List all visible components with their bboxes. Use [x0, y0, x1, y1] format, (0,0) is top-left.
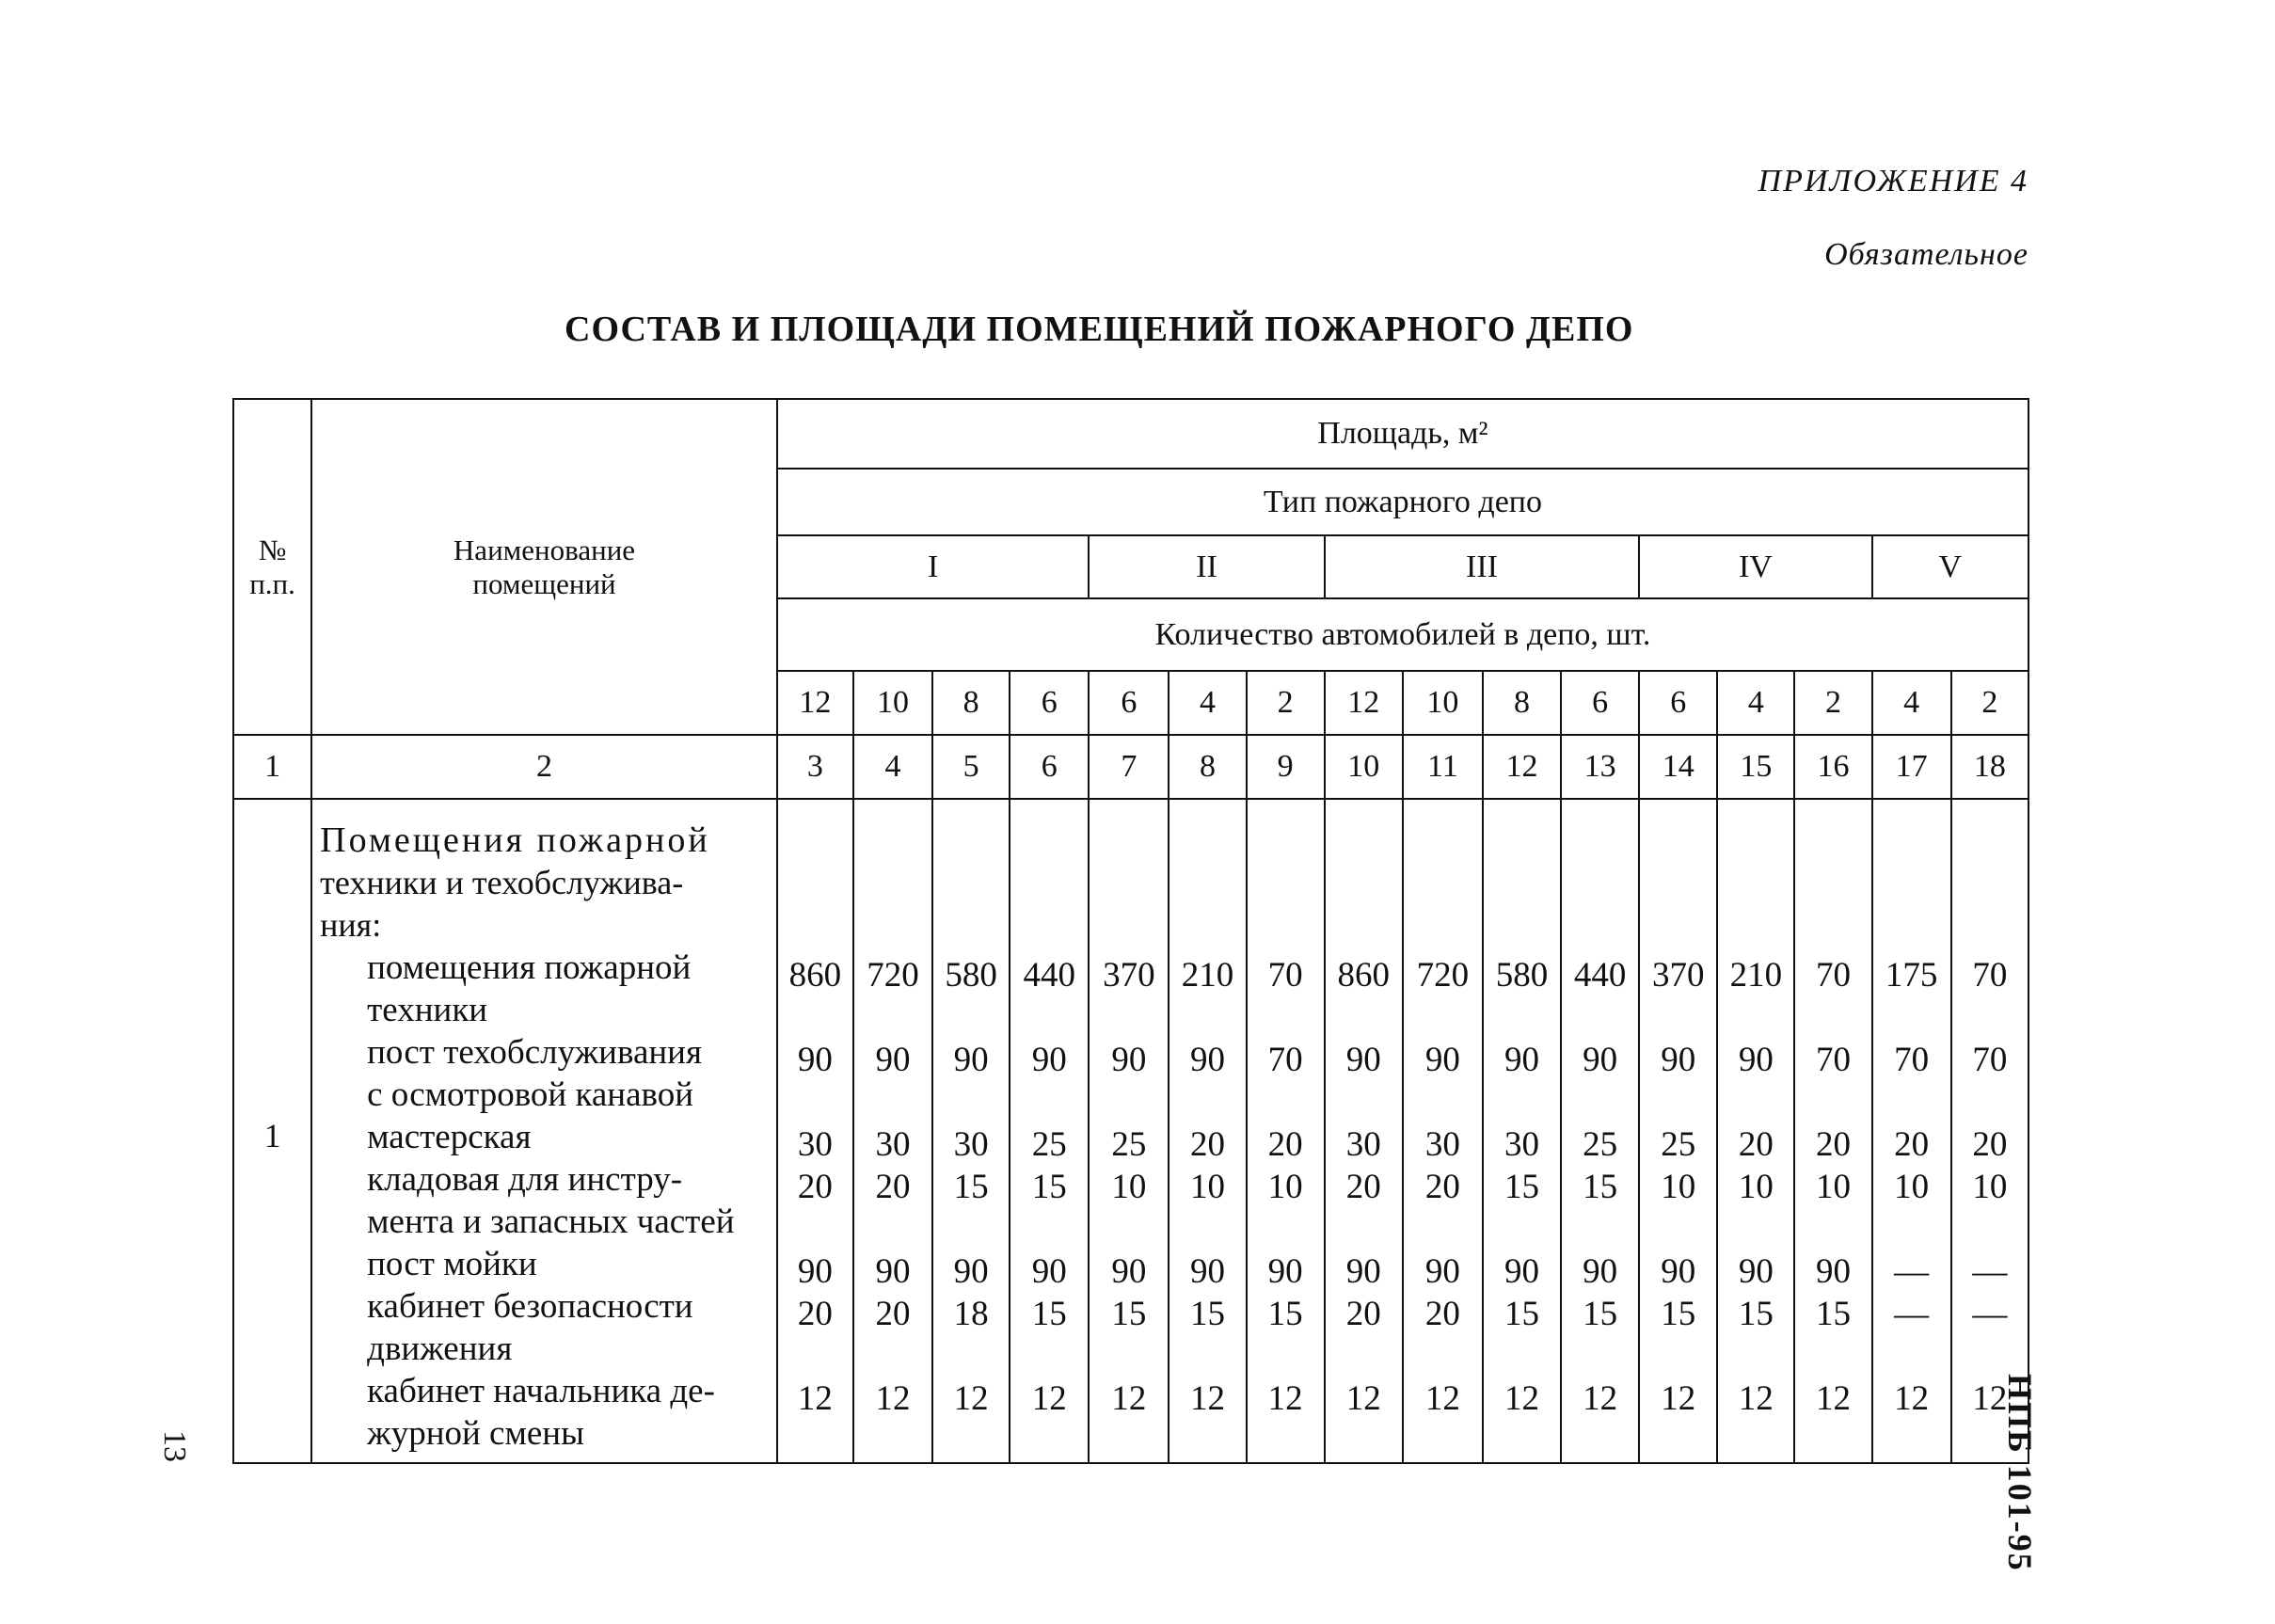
column-number-cell: 8	[1169, 735, 1246, 799]
area-value: 90	[1190, 1252, 1226, 1291]
depot-type-4: IV	[1639, 535, 1871, 598]
row-spacer	[1484, 1335, 1560, 1377]
value-column	[1794, 799, 1871, 1463]
row-spacer	[1484, 1420, 1560, 1462]
row-spacer	[1640, 996, 1716, 1039]
area-value: 20	[1816, 1125, 1852, 1164]
area-value: 15	[1583, 1295, 1618, 1333]
row-spacer	[778, 1081, 852, 1123]
area-value: 12	[1816, 1379, 1852, 1418]
area-value: 90	[1583, 1041, 1618, 1079]
area-value: 12	[1583, 1379, 1618, 1418]
area-value: 12	[797, 1379, 833, 1418]
row-spacer	[1404, 1335, 1482, 1377]
column-number-cell: 10	[1325, 735, 1403, 799]
row-spacer	[778, 1335, 852, 1377]
value-column	[1561, 799, 1639, 1463]
row-spacer	[1169, 1208, 1245, 1250]
value-column	[1403, 799, 1483, 1463]
area-value: 90	[797, 1041, 833, 1079]
row-spacer	[1952, 1081, 2028, 1123]
depot-type-header: Тип пожарного депо	[777, 469, 2028, 535]
area-value: 90	[1504, 1041, 1540, 1079]
area-value: 20	[1267, 1125, 1303, 1164]
vehicle-count-cell: 6	[1639, 671, 1717, 735]
row-spacer	[854, 1208, 931, 1250]
area-value: 15	[953, 1168, 989, 1206]
area-value: 15	[1031, 1168, 1067, 1206]
area-value: 90	[1816, 1252, 1852, 1291]
row-spacer	[1718, 1420, 1793, 1462]
column-number-cell: 1	[233, 735, 311, 799]
row-spacer	[1873, 1081, 1950, 1123]
area-value: 90	[1267, 1252, 1303, 1291]
row-spacer	[1952, 996, 2028, 1039]
area-value: 10	[1972, 1168, 2008, 1206]
area-value: 12	[1972, 1379, 2008, 1418]
area-value: 90	[1504, 1252, 1540, 1291]
area-value: 30	[1345, 1125, 1381, 1164]
area-value: 15	[1267, 1295, 1303, 1333]
row-spacer	[778, 1420, 852, 1462]
row-spacer	[1090, 1208, 1168, 1250]
section-number: 1	[233, 799, 311, 1463]
vehicle-count-cell: 4	[1872, 671, 1951, 735]
row-spacer	[1952, 1208, 2028, 1250]
area-value: 70	[1894, 1041, 1930, 1079]
vehicle-count-cell: 2	[1951, 671, 2028, 735]
category-title-line: ния:	[320, 905, 382, 944]
page-title: СОСТАВ И ПЛОЩАДИ ПОМЕЩЕНИЙ ПОЖАРНОГО ДЕПО	[565, 310, 1634, 349]
column-number-cell: 14	[1639, 735, 1717, 799]
row-spacer	[933, 996, 1009, 1039]
area-value: 90	[1738, 1252, 1774, 1291]
row-spacer	[1484, 996, 1560, 1039]
area-value: 90	[953, 1041, 989, 1079]
row-spacer	[1010, 1420, 1088, 1462]
row-spacer	[1248, 1335, 1324, 1377]
vehicle-count-cell: 10	[853, 671, 932, 735]
row-spacer	[1090, 1081, 1168, 1123]
area-value: —	[1894, 1295, 1930, 1333]
area-value: 90	[1111, 1041, 1147, 1079]
row-spacer	[1795, 1335, 1870, 1377]
area-value: 370	[1652, 956, 1705, 995]
area-value: 15	[1111, 1295, 1147, 1333]
column-number-cell: 4	[853, 735, 932, 799]
area-value: 20	[1894, 1125, 1930, 1164]
row-spacer	[854, 996, 931, 1039]
area-value: 15	[1504, 1168, 1540, 1206]
column-number-cell: 9	[1247, 735, 1325, 799]
area-value: 70	[1816, 956, 1852, 995]
value-column	[932, 799, 1010, 1463]
area-value: 30	[1424, 1125, 1460, 1164]
area-value: 20	[1972, 1125, 2008, 1164]
room-name: помещения пожарной	[367, 947, 692, 987]
row-spacer	[1169, 1420, 1245, 1462]
area-value: 175	[1885, 956, 1938, 995]
area-value: 25	[1031, 1125, 1067, 1164]
row-spacer	[1404, 1420, 1482, 1462]
area-value: 70	[1972, 1041, 2008, 1079]
area-value: 12	[1661, 1379, 1696, 1418]
area-value: 720	[867, 956, 919, 995]
room-name: кабинет безопасности	[367, 1286, 693, 1326]
area-value: 10	[1267, 1168, 1303, 1206]
area-value: 15	[1738, 1295, 1774, 1333]
column-number-cell: 16	[1794, 735, 1871, 799]
area-value: 720	[1416, 956, 1470, 995]
vehicle-count-cell: 4	[1717, 671, 1794, 735]
area-value: 20	[875, 1295, 911, 1333]
depot-type-3: III	[1325, 535, 1640, 598]
area-value: 20	[797, 1168, 833, 1206]
value-column	[1010, 799, 1089, 1463]
area-value: 30	[875, 1125, 911, 1164]
rooms-area-table	[232, 398, 2029, 1464]
category-title-line: техники и техобслужива-	[320, 863, 684, 901]
row-spacer	[1873, 1335, 1950, 1377]
row-spacer	[1326, 1335, 1402, 1377]
area-value: 30	[953, 1125, 989, 1164]
area-value: 12	[1111, 1379, 1147, 1418]
area-value: 90	[1424, 1041, 1460, 1079]
value-column	[1717, 799, 1794, 1463]
area-value: —	[1972, 1252, 2008, 1291]
depot-type-1: I	[777, 535, 1089, 598]
area-value: 440	[1023, 956, 1076, 995]
row-spacer	[1873, 996, 1950, 1039]
area-value: 210	[1181, 956, 1234, 995]
row-spacer	[1090, 1335, 1168, 1377]
row-spacer	[1248, 1208, 1324, 1250]
area-value: 12	[1345, 1379, 1381, 1418]
area-value: 860	[788, 956, 842, 995]
area-value: 70	[1816, 1041, 1852, 1079]
area-value: 580	[1495, 956, 1549, 995]
area-value: 370	[1103, 956, 1155, 995]
area-value: 12	[875, 1379, 911, 1418]
area-value: 90	[1345, 1252, 1381, 1291]
value-column	[1169, 799, 1246, 1463]
depot-type-2: II	[1089, 535, 1324, 598]
area-header: Площадь, м²	[777, 399, 2028, 469]
row-spacer	[1873, 1208, 1950, 1250]
row-spacer	[1640, 1420, 1716, 1462]
area-value: 15	[1661, 1295, 1696, 1333]
room-name: мастерская	[367, 1117, 532, 1156]
row-spacer	[1718, 1208, 1793, 1250]
area-value: 15	[1816, 1295, 1852, 1333]
area-value: 20	[1345, 1295, 1381, 1333]
area-value: 10	[1190, 1168, 1226, 1206]
area-value: 90	[875, 1252, 911, 1291]
row-spacer	[1718, 1081, 1793, 1123]
row-spacer	[1640, 1081, 1716, 1123]
column-number-cell: 18	[1951, 735, 2028, 799]
area-value: 90	[1190, 1041, 1226, 1079]
row-spacer	[778, 996, 852, 1039]
area-value: 18	[953, 1295, 989, 1333]
row-spacer	[1090, 1420, 1168, 1462]
area-value: 20	[875, 1168, 911, 1206]
row-spacer	[1326, 996, 1402, 1039]
area-value: 10	[1661, 1168, 1696, 1206]
area-value: 25	[1111, 1125, 1147, 1164]
row-spacer	[1952, 1335, 2028, 1377]
room-name-continued: мента и запасных частей	[367, 1202, 735, 1241]
row-spacer	[1795, 1081, 1870, 1123]
area-value: 15	[1190, 1295, 1226, 1333]
row-spacer	[1484, 1081, 1560, 1123]
row-spacer	[933, 1081, 1009, 1123]
row-spacer	[1795, 996, 1870, 1039]
row-spacer	[1090, 996, 1168, 1039]
col-header-number: № п.п.	[233, 399, 311, 735]
value-column	[853, 799, 932, 1463]
row-spacer	[778, 1208, 852, 1250]
vehicle-count-cell: 8	[1483, 671, 1561, 735]
value-column	[777, 799, 853, 1463]
vehicle-count-cell: 10	[1403, 671, 1483, 735]
area-value: 12	[1424, 1379, 1460, 1418]
row-spacer	[1873, 1420, 1950, 1462]
vehicle-count-cell: 2	[1794, 671, 1871, 735]
value-column	[1639, 799, 1717, 1463]
area-value: 15	[1031, 1295, 1067, 1333]
column-number-cell: 3	[777, 735, 853, 799]
area-value: 90	[1738, 1041, 1774, 1079]
column-number-cell: 12	[1483, 735, 1561, 799]
area-value: 90	[1345, 1041, 1381, 1079]
area-value: 70	[1267, 1041, 1303, 1079]
value-column	[1247, 799, 1325, 1463]
area-value: 30	[797, 1125, 833, 1164]
vehicle-count-cell: 6	[1089, 671, 1169, 735]
column-number-cell: 5	[932, 735, 1010, 799]
area-value: 25	[1583, 1125, 1618, 1164]
row-spacer	[1010, 1208, 1088, 1250]
room-names-cell	[311, 799, 777, 1463]
row-spacer	[1326, 1420, 1402, 1462]
area-value: 70	[1267, 956, 1303, 995]
area-value: 70	[1972, 956, 2008, 995]
area-value: 10	[1894, 1168, 1930, 1206]
appendix-label: ПРИЛОЖЕНИЕ 4	[1758, 164, 2028, 199]
area-value: 20	[1424, 1168, 1460, 1206]
row-spacer	[1484, 1208, 1560, 1250]
row-spacer	[1562, 1335, 1638, 1377]
area-value: 90	[875, 1041, 911, 1079]
row-spacer	[1562, 1208, 1638, 1250]
value-column	[1483, 799, 1561, 1463]
row-spacer	[1562, 1420, 1638, 1462]
area-value: 20	[1345, 1168, 1381, 1206]
room-name-continued: журной смены	[367, 1413, 584, 1453]
room-name: кабинет начальника де-	[367, 1371, 715, 1410]
row-spacer	[854, 1335, 931, 1377]
row-spacer	[854, 1081, 931, 1123]
row-spacer	[933, 1335, 1009, 1377]
area-value: 20	[1738, 1125, 1774, 1164]
row-spacer	[1718, 1335, 1793, 1377]
category-title-line: Помещения пожарной	[320, 820, 710, 860]
area-value: 90	[1661, 1041, 1696, 1079]
row-spacer	[1718, 996, 1793, 1039]
room-name-continued: движения	[367, 1329, 513, 1368]
row-spacer	[933, 1208, 1009, 1250]
column-number-cell: 13	[1561, 735, 1639, 799]
area-value: —	[1894, 1252, 1930, 1291]
row-spacer	[1795, 1208, 1870, 1250]
row-spacer	[1169, 1081, 1245, 1123]
row-spacer	[1169, 1335, 1245, 1377]
column-number-cell: 7	[1089, 735, 1169, 799]
value-column	[1089, 799, 1169, 1463]
area-value: —	[1972, 1295, 2008, 1333]
row-spacer	[1640, 1335, 1716, 1377]
vehicle-count-cell: 6	[1561, 671, 1639, 735]
value-column	[1325, 799, 1403, 1463]
area-value: 10	[1816, 1168, 1852, 1206]
row-spacer	[1010, 1081, 1088, 1123]
document-code: НПБ 101-95	[2001, 1374, 2039, 1572]
area-value: 30	[1504, 1125, 1540, 1164]
area-value: 90	[1111, 1252, 1147, 1291]
area-value: 90	[1661, 1252, 1696, 1291]
area-value: 90	[1583, 1252, 1618, 1291]
vehicle-count-cell: 4	[1169, 671, 1246, 735]
area-value: 20	[1424, 1295, 1460, 1333]
vehicles-header: Количество автомобилей в депо, шт.	[777, 598, 2028, 671]
room-name: пост техобслуживания	[367, 1032, 702, 1072]
area-value: 90	[797, 1252, 833, 1291]
column-number-cell: 15	[1717, 735, 1794, 799]
room-name-continued: техники	[367, 990, 488, 1029]
row-spacer	[1404, 1208, 1482, 1250]
room-name-continued: с осмотровой канавой	[367, 1075, 694, 1114]
vehicle-count-cell: 12	[1325, 671, 1403, 735]
depot-type-5: V	[1872, 535, 2028, 598]
row-spacer	[1248, 996, 1324, 1039]
area-value: 12	[1267, 1379, 1303, 1418]
row-spacer	[1248, 1420, 1324, 1462]
area-value: 20	[1190, 1125, 1226, 1164]
area-value: 440	[1573, 956, 1627, 995]
vehicle-count-cell: 12	[777, 671, 853, 735]
vehicle-count-cell: 8	[932, 671, 1010, 735]
area-value: 90	[1031, 1041, 1067, 1079]
column-number-cell: 17	[1872, 735, 1951, 799]
area-value: 90	[1424, 1252, 1460, 1291]
area-value: 12	[1504, 1379, 1540, 1418]
row-spacer	[854, 1420, 931, 1462]
area-value: 12	[1190, 1379, 1226, 1418]
row-spacer	[1248, 1081, 1324, 1123]
row-spacer	[1010, 1335, 1088, 1377]
area-value: 210	[1729, 956, 1783, 995]
area-value: 10	[1111, 1168, 1147, 1206]
appendix-status: Обязательное	[1824, 237, 2028, 272]
row-spacer	[1326, 1208, 1402, 1250]
area-value: 90	[953, 1252, 989, 1291]
area-value: 860	[1337, 956, 1391, 995]
area-value: 20	[797, 1295, 833, 1333]
column-number-cell: 11	[1403, 735, 1483, 799]
area-value: 25	[1661, 1125, 1696, 1164]
area-value: 580	[945, 956, 997, 995]
value-column	[1951, 799, 2028, 1463]
vehicle-count-cell: 2	[1247, 671, 1325, 735]
row-spacer	[1562, 996, 1638, 1039]
row-spacer	[1640, 1208, 1716, 1250]
page-number: 13	[157, 1430, 192, 1462]
row-spacer	[1795, 1420, 1870, 1462]
value-column	[1872, 799, 1951, 1463]
row-spacer	[1562, 1081, 1638, 1123]
room-name: пост мойки	[367, 1244, 537, 1283]
vehicle-count-cell: 6	[1010, 671, 1089, 735]
row-spacer	[1326, 1081, 1402, 1123]
col-header-name: Наименование помещений	[311, 399, 777, 735]
area-value: 15	[1583, 1168, 1618, 1206]
row-spacer	[1169, 996, 1245, 1039]
column-number-cell: 2	[311, 735, 777, 799]
row-spacer	[933, 1420, 1009, 1462]
area-value: 90	[1031, 1252, 1067, 1291]
area-value: 12	[1738, 1379, 1774, 1418]
row-spacer	[1404, 1081, 1482, 1123]
room-name: кладовая для инстру-	[367, 1159, 683, 1199]
area-value: 12	[1031, 1379, 1067, 1418]
area-value: 10	[1738, 1168, 1774, 1206]
area-value: 12	[953, 1379, 989, 1418]
area-value: 15	[1504, 1295, 1540, 1333]
row-spacer	[1010, 996, 1088, 1039]
column-number-cell: 6	[1010, 735, 1089, 799]
row-spacer	[1404, 996, 1482, 1039]
area-value: 12	[1894, 1379, 1930, 1418]
